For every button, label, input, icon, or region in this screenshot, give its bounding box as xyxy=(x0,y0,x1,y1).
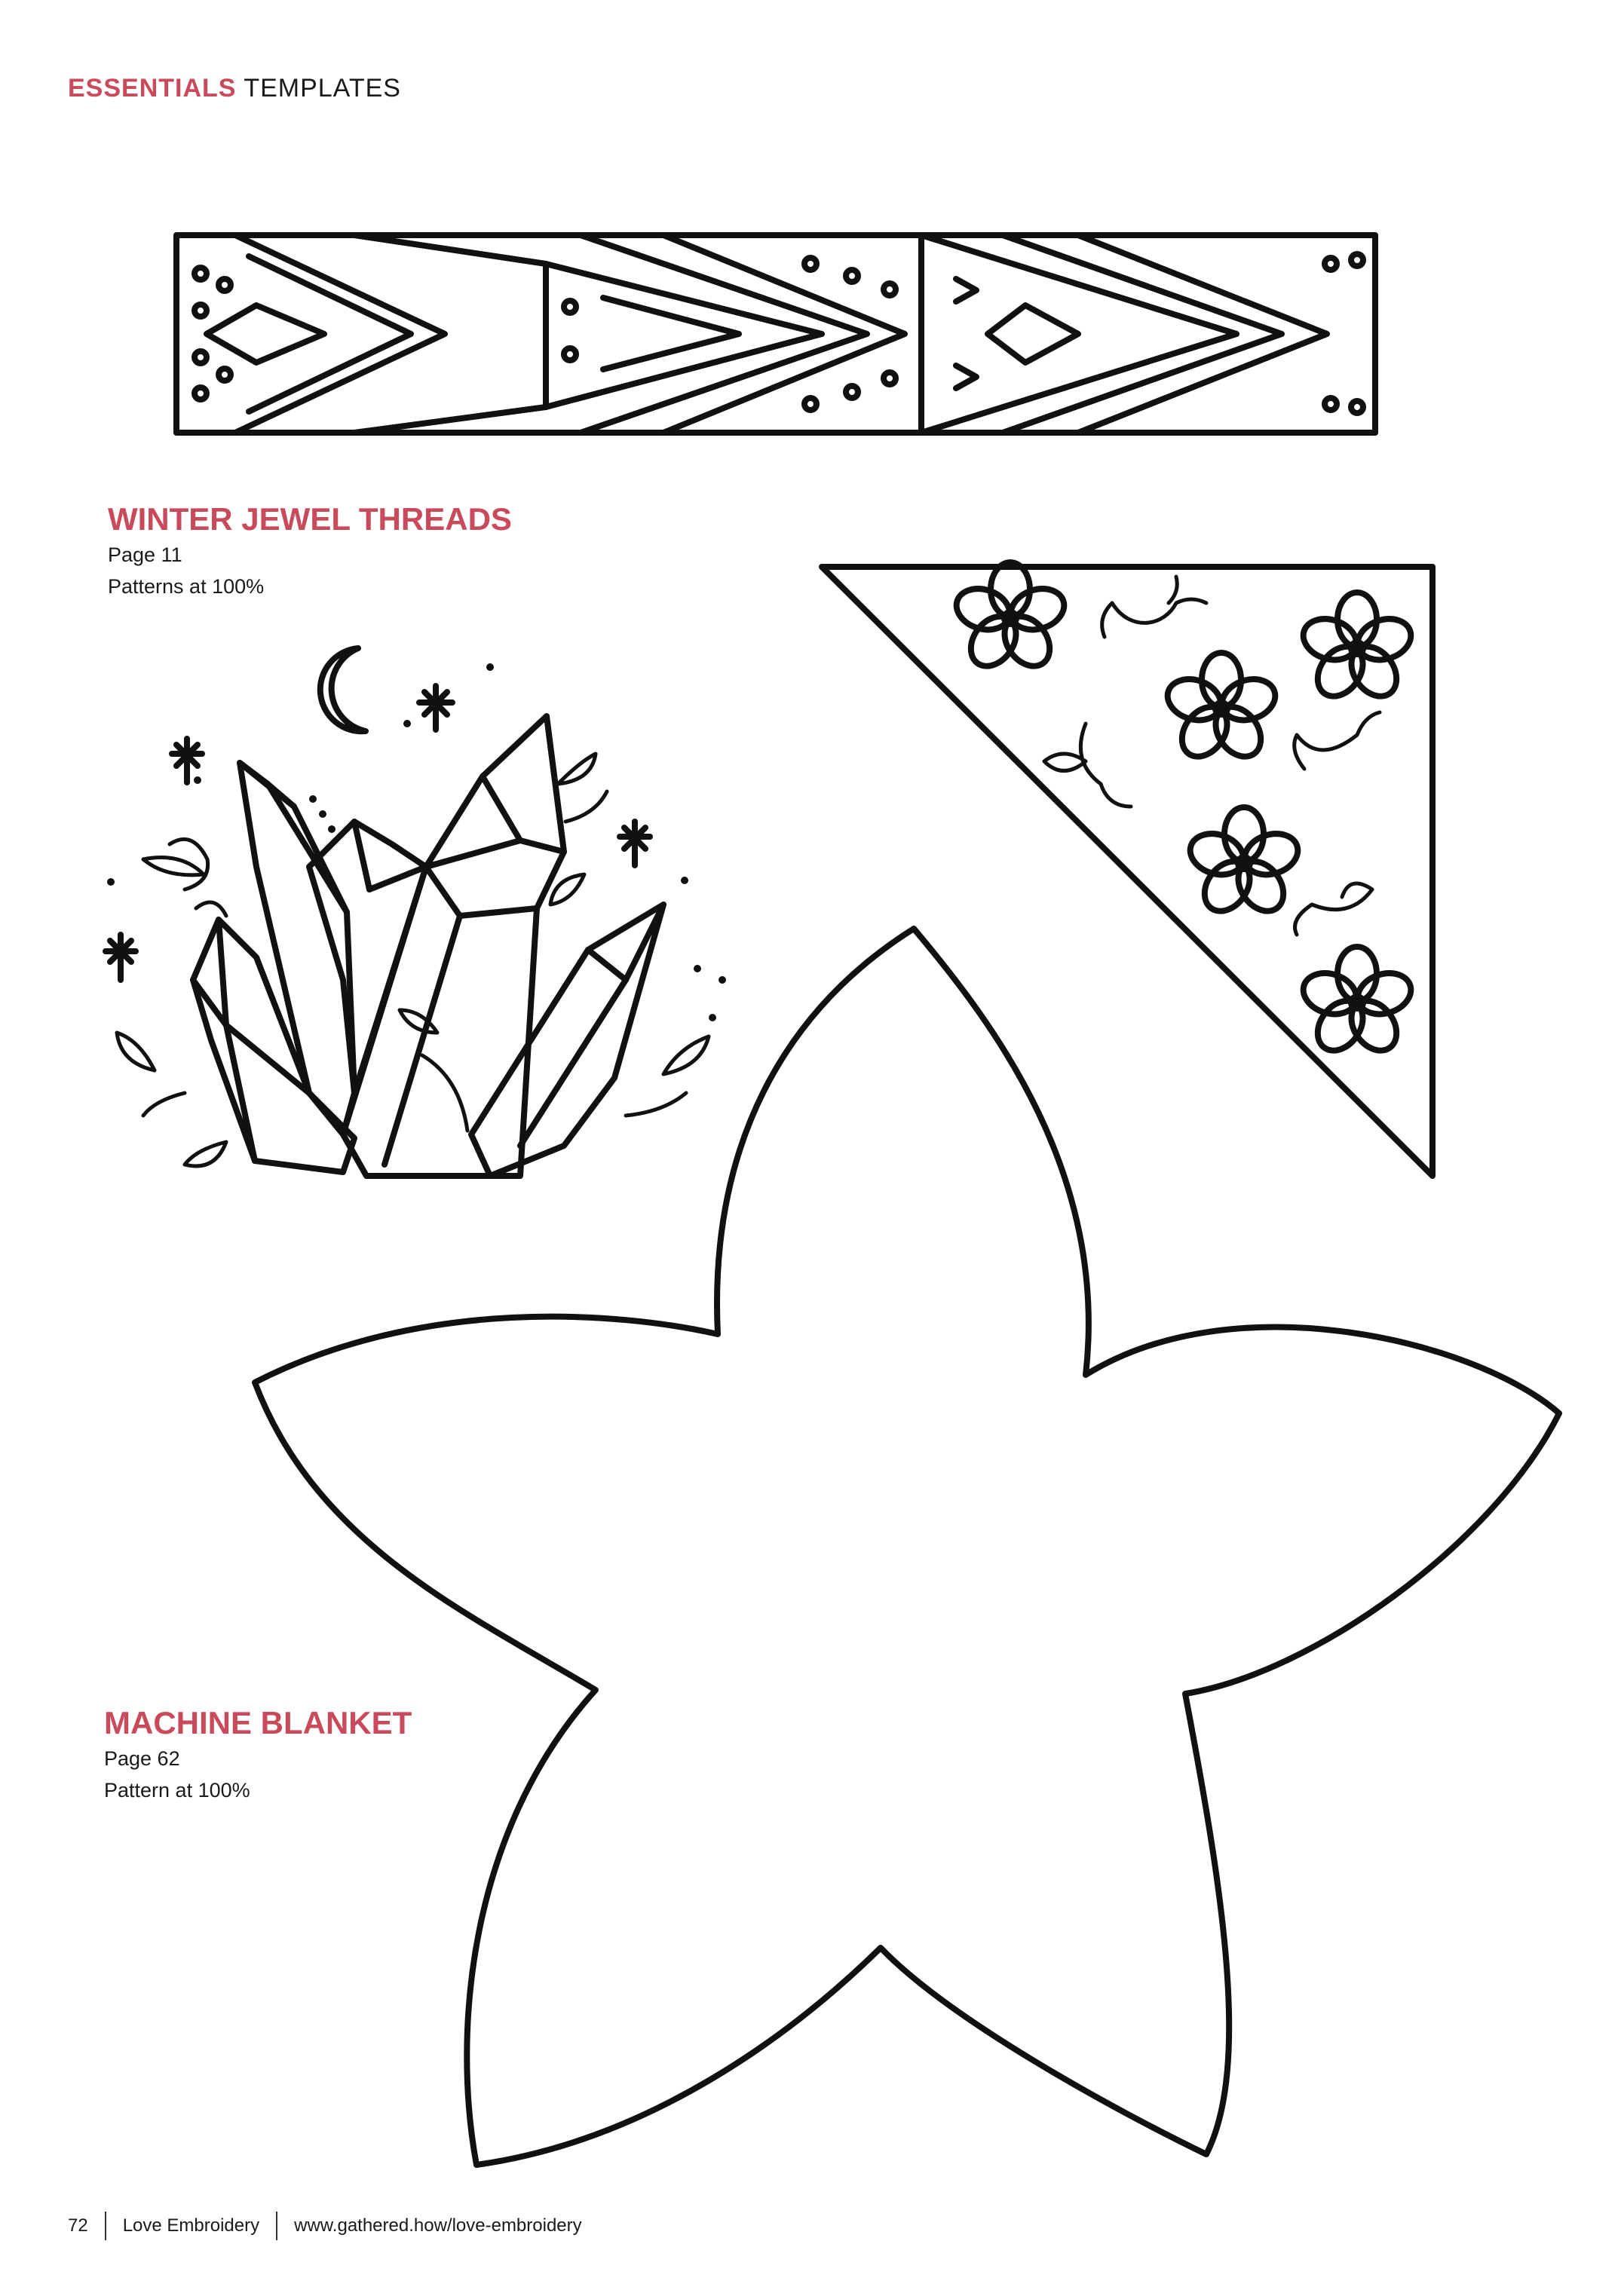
machine-blanket-title: MACHINE BLANKET xyxy=(104,1705,412,1740)
winter-jewel-note: Patterns at 100% xyxy=(108,575,265,598)
daisy-motif xyxy=(1298,592,1417,705)
footer-divider xyxy=(276,2212,277,2240)
footer-divider xyxy=(105,2212,106,2240)
page-footer xyxy=(68,2212,582,2240)
footer-url[interactable]: www.gathered.how/love-embroidery xyxy=(294,2215,582,2236)
winter-jewel-page: Page 11 xyxy=(108,543,182,566)
footer-page-number: 72 xyxy=(68,2215,88,2236)
daisy-motif xyxy=(1185,807,1304,920)
page-header xyxy=(68,74,401,103)
machine-blanket-page: Page 62 xyxy=(104,1747,180,1770)
machine-blanket-note: Pattern at 100% xyxy=(104,1779,250,1802)
daisy-motif xyxy=(951,562,1070,675)
daisy-motif xyxy=(1298,947,1417,1059)
footer-magazine: Love Embroidery xyxy=(122,2215,260,2236)
winter-jewel-title: WINTER JEWEL THREADS xyxy=(108,501,512,537)
daisy-motif xyxy=(1163,653,1281,765)
header-label: TEMPLATES xyxy=(244,74,401,103)
header-section: ESSENTIALS xyxy=(68,74,237,103)
